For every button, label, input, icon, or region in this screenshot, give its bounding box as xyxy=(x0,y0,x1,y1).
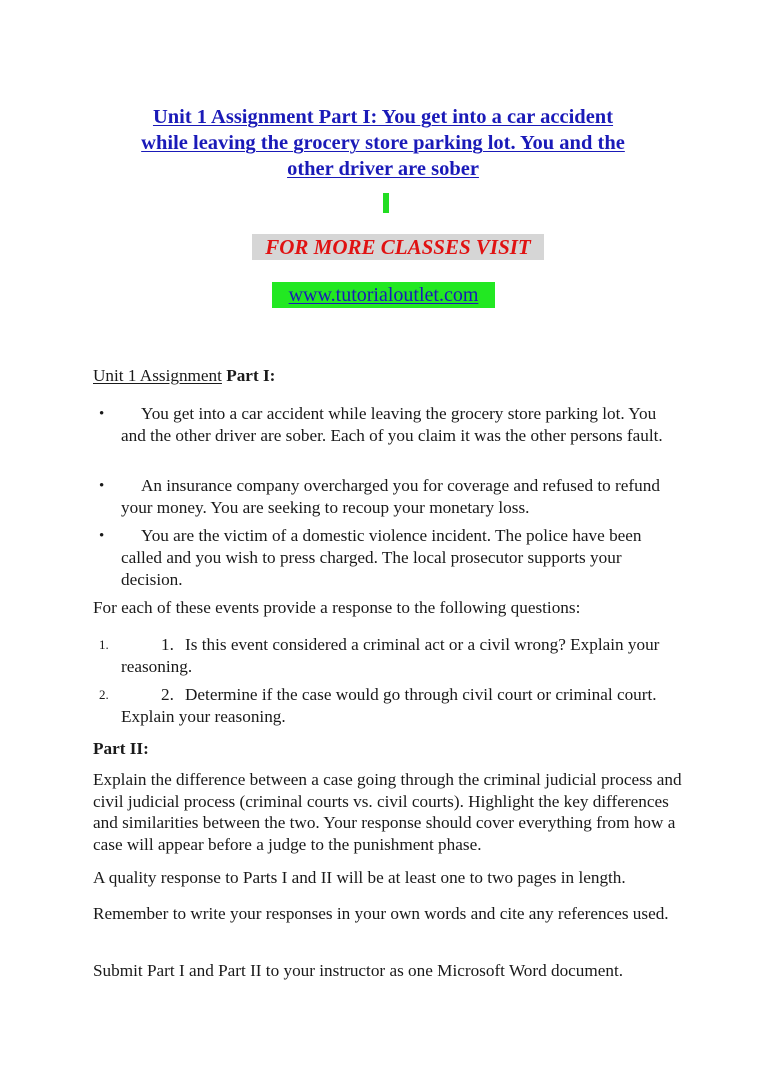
paragraph: Submit Part I and Part II to your instructor as one Microsoft Word document. xyxy=(93,961,624,980)
inner-number: 2. xyxy=(161,685,174,704)
bullet-icon: • xyxy=(99,406,105,422)
highlight-marker xyxy=(383,193,389,213)
question-text: Determine if the case would go through civil court or criminal court. Explain your reasoning. xyxy=(121,685,657,726)
list-item-text xyxy=(93,634,683,678)
list-item xyxy=(93,475,683,519)
part2-heading: Part II: xyxy=(93,739,149,758)
part1-heading-prefix: Unit 1 Assignment xyxy=(93,366,222,385)
questions-intro: For each of these events provide a response to the following questions: xyxy=(93,598,581,617)
promo-banner: FOR MORE CLASSES VISIT xyxy=(252,234,544,260)
list-item-text: You are the victim of a domestic violence incident. The police have been called and you wish to press charged. The local prosecutor supports your decision. xyxy=(121,526,642,589)
list-number: 2. xyxy=(99,687,109,702)
website-link[interactable]: www.tutorialoutlet.com xyxy=(272,282,495,308)
title-line-2[interactable]: while leaving the grocery store parking lot. You and the xyxy=(141,132,625,154)
part1-heading xyxy=(93,365,683,387)
list-item xyxy=(93,684,683,728)
bullet-icon: • xyxy=(99,478,105,494)
list-item-text xyxy=(93,684,683,728)
title-line-3[interactable]: other driver are sober xyxy=(287,158,479,180)
inner-number: 1. xyxy=(161,635,174,654)
paragraph: Remember to write your responses in your own words and cite any references used. xyxy=(93,904,669,923)
question-text: Is this event considered a criminal act or a civil wrong? Explain your reasoning. xyxy=(121,635,660,676)
list-number: 1. xyxy=(99,637,109,652)
paragraph: A quality response to Parts I and II will be at least one to two pages in length. xyxy=(93,868,626,887)
title-line-1[interactable]: Unit 1 Assignment Part I: You get into a car accident xyxy=(152,106,614,128)
document-title[interactable] xyxy=(90,104,676,182)
paragraph: Explain the difference between a case going through the criminal judicial process and civil judicial process (criminal courts vs. civil courts). Highlight the key differences and similarities between the two. Your response should cover everything from how a case will appear before a judge to the punishment phase. xyxy=(93,770,682,854)
list-item-text: An insurance company overcharged you for coverage and refused to refund your money. You are seeking to recoup your monetary loss. xyxy=(121,476,660,517)
list-item xyxy=(93,403,683,447)
list-item-text: You get into a car accident while leaving the grocery store parking lot. You and the other driver are sober. Each of you claim it was the other persons fault. xyxy=(121,404,663,445)
bullet-icon: • xyxy=(99,528,105,544)
part1-heading-suffix: Part I: xyxy=(226,366,276,385)
list-item xyxy=(93,525,683,591)
list-item xyxy=(93,634,683,678)
